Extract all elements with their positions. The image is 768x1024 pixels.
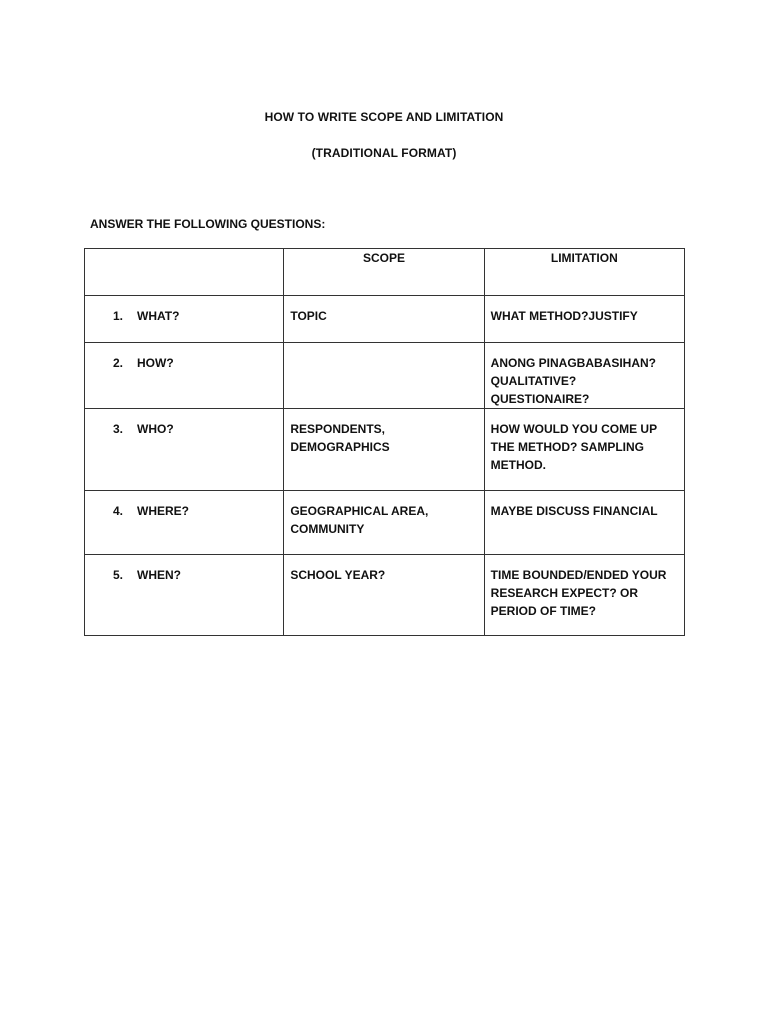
limitation-cell	[484, 296, 684, 343]
limitation-cell	[484, 491, 684, 555]
scope-text	[284, 343, 483, 354]
table-header-row	[85, 249, 685, 296]
limitation-text: WHAT METHOD?JUSTIFY	[490, 309, 638, 323]
table-row	[85, 409, 685, 491]
table-row	[85, 343, 685, 409]
scope-text: TOPIC	[290, 309, 327, 323]
scope-cell	[284, 491, 484, 555]
question-text: WHO?	[137, 422, 174, 436]
document-subtitle: (TRADITIONAL FORMAT)	[311, 146, 457, 160]
limitation-text: ANONG PINAGBABASIHAN? QUALITATIVE? QUESTIONAIRE?	[490, 356, 656, 406]
limitation-text: HOW WOULD YOU COME UP THE METHOD? SAMPLING METHOD.	[490, 422, 657, 472]
scope-cell	[284, 555, 484, 636]
question-cell	[85, 409, 284, 491]
question-cell	[85, 343, 284, 409]
question-text: WHAT?	[137, 309, 180, 323]
scope-limitation-table	[84, 248, 685, 636]
table-row	[85, 296, 685, 343]
question-number: 5.	[113, 568, 124, 582]
limitation-text: MAYBE DISCUSS FINANCIAL	[490, 504, 658, 518]
question-number: 3.	[113, 422, 124, 436]
question-text: WHERE?	[137, 504, 189, 518]
limitation-cell	[484, 555, 684, 636]
table-row	[85, 555, 685, 636]
question-text: HOW?	[137, 356, 174, 370]
scope-text: GEOGRAPHICAL AREA, COMMUNITY	[290, 504, 429, 536]
question-text: WHEN?	[137, 568, 181, 582]
header-cell-limitation: LIMITATION	[484, 249, 684, 296]
scope-text: RESPONDENTS, DEMOGRAPHICS	[290, 422, 390, 454]
scope-text: SCHOOL YEAR?	[290, 568, 386, 582]
question-number: 1.	[113, 309, 124, 323]
limitation-text: TIME BOUNDED/ENDED YOUR RESEARCH EXPECT? OR PERIOD OF TIME?	[490, 568, 667, 618]
scope-cell	[284, 409, 484, 491]
table-row	[85, 491, 685, 555]
question-number: 2.	[113, 356, 124, 370]
document-title: HOW TO WRITE SCOPE AND LIMITATION	[264, 110, 504, 124]
header-cell-scope: SCOPE	[284, 249, 484, 296]
limitation-cell	[484, 343, 684, 409]
question-cell	[85, 491, 284, 555]
question-cell	[85, 296, 284, 343]
question-cell	[85, 555, 284, 636]
instructions-text: ANSWER THE FOLLOWING QUESTIONS:	[90, 217, 326, 231]
limitation-cell	[484, 409, 684, 491]
header-cell-question	[85, 249, 284, 296]
scope-cell	[284, 296, 484, 343]
question-number: 4.	[113, 504, 124, 518]
scope-cell	[284, 343, 484, 409]
